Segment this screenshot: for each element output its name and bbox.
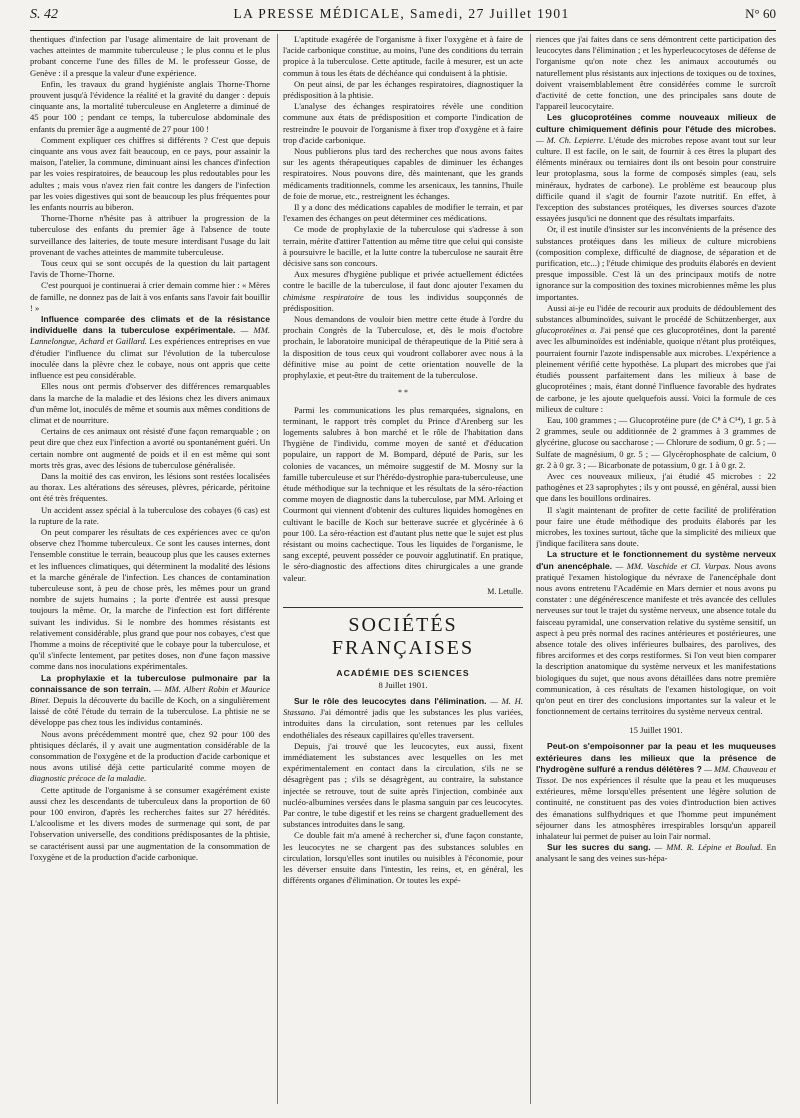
paragraph: De nos expériences il résulte que la peau et les muqueuses extérieures, même lorsqu'elles présentent une légère solution de continuité, ne constituent pas des voies d'introduction bien actives des émanations sulfhydriques et que l'homme peut impunément séjourner dans les atmosphères irrespirables lorsqu'un appareil inhalateur lui permet de puiser au loin l'air normal. bbox=[536, 775, 776, 842]
section-heading: SOCIÉTÉS FRANÇAISES bbox=[331, 613, 475, 659]
paragraph: L'aptitude exagérée de l'organisme à fixer l'oxygène et à faire de l'acide carbonique constitue, au moins, l'une des conditions du terrain propice à la tuberculose. Cette aptitude, facile à mesurer, est un acte commun à tous les états de déchéance qui conduisent à la phtisie. bbox=[283, 34, 523, 78]
article-authors: — M. Ch. Lepierre. bbox=[536, 134, 606, 145]
paragraph: Or, il est inutile d'insister sur les inconvénients de la présence des substances protéiques dans les milieux de culture microbiens (composition complexe, difficulté de diagnose, de séparation et de purification, etc...) ; l'étude chimique des produits élaborés en devient presque impossible. C'est là un des principaux motifs de notre ignorance sur la composition des toxines microbiennes même les plus importantes. bbox=[536, 224, 776, 302]
paragraph: Il y a donc des médications capables de modifier le terrain, et par l'examen des échanges on peut déterminer ces médications. bbox=[283, 202, 523, 224]
paragraph: riences que j'ai faites dans ce sens démontrent cette participation des leucocytes dans l'élimination ; et les hyperleucocytoses de défense de l'organisme qu'on note chez les animaux accoutumés ou naturellement plus résistants aux injections de toxiques ou de toxines, doivent vraisemblablement être considérées comme le surcroît d'activité de cette fonction, une des principales sans doute de l'appareil leucocytaire. bbox=[536, 34, 776, 112]
paragraph: Elles nous ont permis d'observer des différences remarquables dans la marche de la maladie et des lésions chez les divers animaux d'un même lot, inoculés de même et soumis aux mêmes conditions de climat et de nourriture. bbox=[30, 381, 270, 425]
paragraph: Avec ces nouveaux milieux, j'ai étudié 45 microbes : 22 pathogènes et 23 saprophytes ; ils y ont poussé, en général, aussi bien que dans les bouillons ordinaires. bbox=[536, 470, 776, 504]
paragraph: L'analyse des échanges respiratoires révèle une condition commune aux états de prédisposition et comporte l'indication de restreindre le pouvoir de l'organisme à fixer trop d'oxygène et à faire trop d'acide carbonique. bbox=[283, 101, 523, 145]
article-title: Les glucoprotéines comme nouveaux milieux de culture chimiquement définis pour l'étude des microbes. bbox=[536, 112, 776, 134]
article-lead bbox=[536, 741, 776, 842]
article-authors: — MM. Chauveau et Tissot. bbox=[536, 763, 776, 785]
article-authors: — M. H. Stassano. bbox=[283, 695, 523, 718]
section-separator-stars: * * bbox=[398, 388, 408, 398]
paragraph: Nous demandons de vouloir bien mettre cette étude à l'ordre du prochain Congrès de la Tuberculose, et, dès le mois d'octobre prochain, le laboratoire municipal de thérapeutique de la Pitié sera à la disposition de tous ceux qui voudront collaborer avec nous à la définitive mise au point de cette orientation nouvelle de la prophylaxie, et peut-être du traitement de la tuberculose. bbox=[283, 314, 523, 381]
page-header bbox=[30, 6, 776, 28]
paragraph: Nous publierons plus tard des recherches que nous avons faites sur les agents thérapeutiques capables de diminuer les échanges respiratoires. Nous pouvons dire, dès maintenant, que les grands médicaments traditionnels, comme les arsenicaux, les tannins, l'huile de foie de morue, etc., restreignent les échanges. bbox=[283, 146, 523, 201]
paragraph bbox=[30, 729, 270, 785]
article-lead bbox=[30, 314, 270, 381]
paragraph: C'est pourquoi je continuerai à crier demain comme hier : « Mères de famille, ne donnez pas de lait à vos enfants sans l'avoir fait bouillir ! » bbox=[30, 280, 270, 313]
emphasis: glucoprotéines α. bbox=[536, 325, 597, 336]
paragraph: thentiques d'infection par l'usage alimentaire de lait provenant de vaches atteintes de mammite tuberculeuse ; le plus connu et le plus probant concerne l'une des filles de M. le professeur Gosse, de Genève : il a presque la valeur d'une expérience. bbox=[30, 34, 270, 78]
paragraph: Ce double fait m'a amené à rechercher si, d'une façon constante, les leucocytes ne se chargent pas des substances solubles en circulation, lorsqu'elles sont inutiles ou nuisibles à l'économie, pour les déverser ensuite dans l'intestin, les reins, et, en général, les différents organes d'élimination. Or toutes les expé- bbox=[283, 830, 523, 886]
paragraph: Les expériences entreprises en vue d'étudier l'influence du climat sur l'évolution de la tuberculose inoculée dans la plèvre chez le cobaye, nous ont appris que cette influence est peu considérable. bbox=[30, 336, 270, 381]
paragraph: On peut ainsi, de par les échanges respiratoires, diagnostiquer la prédisposition à la phtisie. bbox=[283, 78, 523, 101]
column-divider-1 bbox=[277, 34, 278, 1104]
masthead: LA PRESSE MÉDICALE, Samedi, 27 Juillet 1901 bbox=[233, 6, 570, 21]
column-3 bbox=[536, 34, 776, 1110]
article-title: Influence comparée des climats et de la résistance individuelle dans la tuberculose expérimentale. bbox=[30, 314, 270, 336]
article-lead bbox=[283, 696, 523, 741]
paragraph: Ce mode de prophylaxie de la tuberculose qui s'adresse à son terrain, mérite d'attirer l'attention au même titre que celui qui consiste à poursuivre le bacille, et la lutte contre la tuberculose ne saurait être décisive sans son concours. bbox=[283, 224, 523, 269]
paragraph: Il s'agit maintenant de profiter de cette facilité de prolifération pour faire une étude méthodique des produits élaborés par les microbes, les toxines surtout, tâche que la simplicité des milieux que j'indique facilitera sans doute. bbox=[536, 504, 776, 549]
column-1 bbox=[30, 34, 270, 1110]
paragraph: Enfin, les travaux du grand hygiéniste anglais Thorne-Thorne prouvent jusqu'à l'évidence la réalité et la gravité du danger : depuis cinquante ans, la mortalité tuberculeuse en Angleterre a diminué de 45 pour 100 ; pendant ce temps, la tuberculose abdominale des enfants du premier âge a augmenté de 27 pour 100 ! bbox=[30, 78, 270, 134]
paragraph: On peut comparer les résultats de ces expériences avec ce qu'on observe chez l'homme tuberculeux. Ce sont les causes internes, dont l'ensemble constitue le terrain, beaucoup plus que les causes externes et les influences climatiques, qui déterminent la modalité des lésions et la marche générale de l'infection. Les chances de contamination tuberculeuse sont, à peu de chose près, les mêmes pour un grand nombre de sujets humains ; la porte d'entrée est aussi presque toujours la même. Or, la marche de l'infection est fort différente suivant les individus. Si le nombre des hommes résistants est relativement considérable, plus grand que pour nos cobayes, c'est que l'homme a moins de réceptivité que le cobaye pour la tuberculose, et qu'il s'infecte lentement, par petites doses, non d'une façon massive comme dans nos inoculations expérimentales. bbox=[30, 526, 270, 672]
section-rule bbox=[283, 607, 523, 608]
emphasis: chimisme respiratoire bbox=[283, 291, 364, 302]
paragraph: Depuis la découverte du bacille de Koch, on a singulièrement laissé de côté l'étude du terrain de la tuberculose. La phtisie ne se développe pas chez tous les individus contaminés. bbox=[30, 694, 270, 728]
page-number: S. 42 bbox=[30, 7, 58, 22]
article-lead bbox=[536, 549, 776, 717]
paragraph: Un accident assez spécial à la tuberculose des cobayes (6 cas) est la rupture de la rate. bbox=[30, 504, 270, 526]
paragraph: J'ai démontré jadis que les substances les plus variées, introduites dans la circulation, sont retenues par les cellules endothéliales des réseaux capillaires qu'elles traversent. bbox=[283, 707, 523, 740]
article-title: Sur le rôle des leucocytes dans l'élimination. bbox=[294, 695, 487, 706]
article-title: Sur les sucres du sang. bbox=[547, 842, 651, 853]
paragraph: Cette aptitude de l'organisme à se consumer exagérément existe aussi chez les descendants de tuberculeux dans la proportion de 60 pour 100 environ, d'après les recherches faites sur 27 hérédités. L'alcoolisme et les divers modes de surmenage qui sont, de par l'observation universelle, des conditions prédisposantes de la phtisie, se caractérisent aussi par une augmentation de la consommation de l'oxygène et de la production d'acide carbonique. bbox=[30, 784, 270, 862]
article-title: Peut-on s'empoisonner par la peau et les muqueuses extérieures dans les milieux que la présence de l'hydrogène sulfuré a rendus délétères ? bbox=[536, 741, 776, 774]
paragraph: Depuis, j'ai trouvé que les leucocytes, eux aussi, fixent immédiatement les substances avec lesquelles on les met expérimentalement en contact dans la circulation, s'ils ne se désagrègent pas ; s'ils se désagrègent, au contraire, la substance injectée se retrouve, tout de suite après l'injection, combinée aux nucléo-albumines versées dans le plasma sanguin par ces leucocytes. Par contre, le tube digestif et les reins se chargent graduellement des substances introduites dans le sang. bbox=[283, 740, 523, 830]
paragraph: Dans la moitié des cas environ, les lésions sont restées localisées au thorax. Les altérations des séreuses, plèvres, péricarde, péritoine ont été très fréquentes. bbox=[30, 470, 270, 504]
text-run: J'ai pensé que ces glucoprotéines, dont la parenté avec les albuminoïdes est indéniable, quoique n'étant plus protéiques, pourraient fournir l'azote indispensable aux microbes. L'expérience a pleinement vérifié cette hypothèse. La plupart des microbes que j'ai étudiés poussent parfaitement dans les milieux à base de glucoprotéines ; mais, étant donné l'influence favorable des hydrates de carbone, je les ajoute quelquefois aussi. Voici la formule de ces milieux de culture : bbox=[536, 325, 776, 414]
paragraph: Parmi les communications les plus remarquées, signalons, en terminant, le rapport très complet du Prince d'Arenberg sur les logements salubres à bon marché et le rôle de l'habitation dans l'hygiène de l'individu, comme moyen de santé et d'éducation populaire, un rapport de M. Bompard, député de Paris, sur les colonies de vacances, un mémoire suggestif de M. Mosny sur la famille tuberculeuse et sur l'hérédo-dystrophie para-tuberculeuse, une étude méthodique sur la technique et les résultats de la séro-réaction comme moyen de diagnostic dans la tuberculose, par MM. Arloing et Courmont qui viennent d'obtenir des cultures liquides homogènes en cultivant le bacille de Koch sur betterave sucrée et glycérinée à 6 pour 100. La séro-réaction est d'autant plus nette que le sujet est plus résistant ou moins cachectique. Tous les liquides de l'organisme, le sang excepté, peuvent posséder ce pouvoir agglutinatif. En pratique, le séro-diagnostic des affections dites chirurgicales a une grande valeur. bbox=[283, 404, 523, 583]
article-lead bbox=[536, 112, 776, 224]
session-date: 15 Juillet 1901. bbox=[629, 725, 683, 736]
issue-number: N° 60 bbox=[745, 6, 776, 21]
subsection-heading: ACADÉMIE DES SCIENCES bbox=[336, 667, 470, 678]
paragraph: Comment expliquer ces chiffres si différents ? C'est que depuis cinquante ans vous avez fait beaucoup, en ce pays, pour assainir la maison, l'atelier, la commune, diminuant ainsi les chances d'infection par les voies respiratoires, de beaucoup les plus redoutables pour les adultes ; mais vous n'avez rien fait contre les dangers de l'infection par les voies digestives qui sont de beaucoup les plus fréquentes pour les enfants nourris au biberon. bbox=[30, 134, 270, 213]
paragraph: Certains de ces animaux ont résisté d'une façon remarquable ; on peut dire que chez eux l'infection a avorté ou spontanément guéri. Un certain nombre ont augmenté de poids et il en est même qui sont morts très gras, avec des lésions de tuberculose généralisée. bbox=[30, 426, 270, 470]
session-date: 8 Juillet 1901. bbox=[378, 679, 428, 690]
article-authors: — MM. Albert Robin et Maurice Binet. bbox=[30, 683, 270, 705]
article-lead bbox=[30, 673, 270, 729]
article-lead bbox=[536, 842, 776, 864]
article-title: La structure et le fonctionnement du système nerveux d'un anencéphale. bbox=[536, 549, 776, 571]
text-run: de tous les individus soupçonnés de prédisposition. bbox=[283, 291, 523, 313]
text-run: Nous avons précédemment montré que, chez 92 pour 100 des phtisiques déclarés, il y avait une augmentation considérable de la consommation de l'oxygène et de la production d'acide carbonique et nous avons utilisé déjà cette particularité comme moyen de bbox=[30, 728, 270, 773]
column-divider-2 bbox=[530, 34, 531, 1104]
text-run: Aussi ai-je eu l'idée de recourir aux produits de dédoublement des substances albuminoïdes, suivant le procédé de Schützenberger, aux bbox=[536, 302, 776, 325]
column-2 bbox=[283, 34, 523, 1110]
author-signature: M. Letulle. bbox=[487, 586, 523, 596]
article-authors: — MM. Lannelongue, Achard et Gaillard. bbox=[30, 325, 270, 347]
paragraph bbox=[536, 303, 776, 415]
article-authors: — MM. R. Lépine et Boulud. bbox=[654, 842, 763, 853]
paragraph: Tous ceux qui se sont occupés de la question du lait partagent l'avis de Thorne-Thorne. bbox=[30, 258, 270, 280]
emphasis: diagnostic précoce de la maladie. bbox=[30, 773, 147, 784]
paragraph: En analysant le sang des veines sus-hépa- bbox=[536, 842, 776, 864]
paragraph: L'étude des microbes repose avant tout sur leur culture. Il est facile, on le sait, de fournir à ces êtres la plupart des éléments minéraux ou terniaires dont ils ont besoin pour construire leur protoplasma, sous la forme de composés simples (eau, sels minéraux, hydrates de carbone). Le problème est beaucoup plus difficile quand il s'agit de fournir l'azote nutritif. En effet, à l'exception des substances protéiques, les diverses sources d'azote essayées jusqu'ici ne donnent que des résultats imparfaits. bbox=[536, 134, 776, 224]
article-title: La prophylaxie et la tuberculose pulmonaire par la connaissance de son terrain. bbox=[30, 672, 270, 694]
formula-paragraph: Eau, 100 grammes ; — Glucoprotéine pure (de C⁸ à C¹⁴), 1 gr. 5 à 2 grammes, seule ou additionnée de 2 grammes à 3 grammes de glycérine, glucose ou saccharose ; — Chlorure de sodium, 0 gr. 5 ; — Sulfate de magnésium, 0 gr. 5 ; — Glycérophosphate de calcium, 0 gr. 2 à 0 gr. 3 ; — Bicarbonate de potassium, 0 gr. 1 à 0 gr. 2. bbox=[536, 414, 776, 470]
header-rule bbox=[30, 30, 776, 31]
paragraph bbox=[283, 269, 523, 314]
article-authors: — MM. Vaschide et Cl. Vurpas. bbox=[615, 560, 731, 571]
paragraph: Thorne-Thorne n'hésite pas à attribuer la progression de la tuberculose des enfants du premier âge à l'absence de toute surveillance des laiteries, de toute mesure interdisant l'usage du lait provenant de vaches atteintes de mammite tuberculeuse. bbox=[30, 213, 270, 257]
paragraph: Nous avons pratiqué l'examen histologique du névraxe de l'anencéphale dont nous avons entretenu l'Académie en Mars dernier et nous avons pu constater : une dégénérescence manifeste et très avancée des cellules nerveuses sur tout le trajet du système nerveux, une absence totale du faisceau pyramidal, une conservation relative du système sensitif, un aspect à peu près normal des racines antérieures et postérieures, une absence totale des olives inférieures bulbaires, des parolives, des fibres arciformes et des corps restiformes. Si l'on veut bien comparer la description anatomique du système nerveux et les manifestations biologiques du sujet, que nous avons détaillées dans notre première communication, à ces résultats de l'examen histologique, on voit qu'on peut en tirer des conclusions importantes sur la valeur et le fonctionnement de certains territoires du système nerveux central. bbox=[536, 560, 776, 717]
text-run: Aux mesures d'hygiène publique et privée actuellement édictées contre le bacille de la tuberculose, il faut donc ajouter l'examen du bbox=[283, 269, 523, 291]
